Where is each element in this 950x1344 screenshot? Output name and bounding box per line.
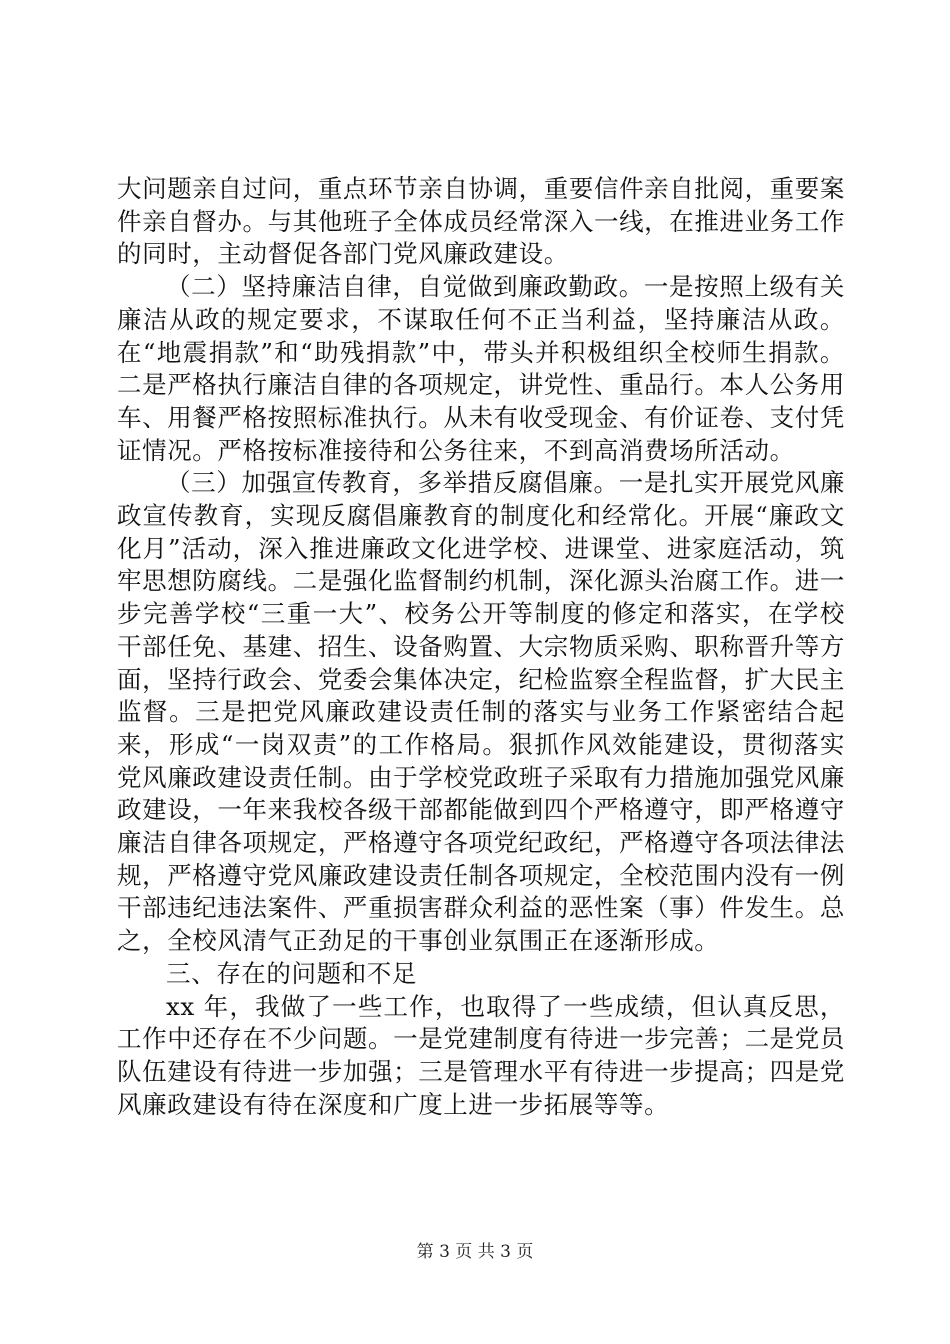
document-body [117, 173, 845, 1121]
page-footer: 第 3 页 共 3 页 [416, 1242, 534, 1262]
paragraph-problems: xx 年，我做了一些工作，也取得了一些成绩，但认真反思，工作中还存在不少问题。一是党建制度有待进一步完善；二是党员队伍建设有待进一步加强；三是管理水平有待进一步提高；四是党风廉政建设有待在深度和广度上进一步拓展等等。 [117, 991, 845, 1119]
section-heading: 三、存在的问题和不足 [166, 958, 417, 988]
paragraph-continuation: 大问题亲自过问，重点环节亲自协调，重要信件亲自批阅，重要案件亲自督办。与其他班子全体成员经常深入一线，在推进业务工作的同时，主动督促各部门党风廉政建设。 [117, 174, 845, 269]
paragraph-publicity-education: （三）加强宣传教育，多举措反腐倡廉。一是扎实开展党风廉政宣传教育，实现反腐倡廉教育的制度化和经常化。开展“廉政文化月”活动，深入推进廉政文化进学校、进课堂、进家庭活动，筑牢思想防腐线。二是强化监督制约机制，深化源头治腐工作。进一步完善学校“三重一大”、校务公开等制度的修定和落实，在学校干部任免、基建、招生、设备购置、大宗物质采购、职称晋升等方面，坚持行政会、党委会集体决定，纪检监察全程监督，扩大民主监督。三是把党风廉政建设责任制的落实与业务工作紧密结合起来，形成“一岗双责”的工作格局。狠抓作风效能建设，贯彻落实党风廉政建设责任制。由于学校党政班子采取有力措施加强党风廉政建设，一年来我校各级干部都能做到四个严格遵守，即严格遵守廉洁自律各项规定，严格遵守各项党纪政纪，严格遵守各项法律法规，严格遵守党风廉政建设责任制各项规定，全校范围内没有一例干部违纪违法案件、严重损害群众利益的恶性案（事）件发生。总之，全校风清气正劲足的干事创业氛围正在逐渐形成。 [117, 468, 845, 956]
paragraph-integrity-self-discipline: （二）坚持廉洁自律，自觉做到廉政勤政。一是按照上级有关廉洁从政的规定要求，不谋取任何不正当利益，坚持廉洁从政。在“地震捐款”和“助残捐款”中，带头并积极组织全校师生捐款。二是严格执行廉洁自律的各项规定，讲党性、重品行。本人公务用车、用餐严格按照标准执行。从未有收受现金、有价证卷、支付凭证情况。严格按标准接待和公务往来，不到高消费场所活动。 [117, 272, 845, 465]
